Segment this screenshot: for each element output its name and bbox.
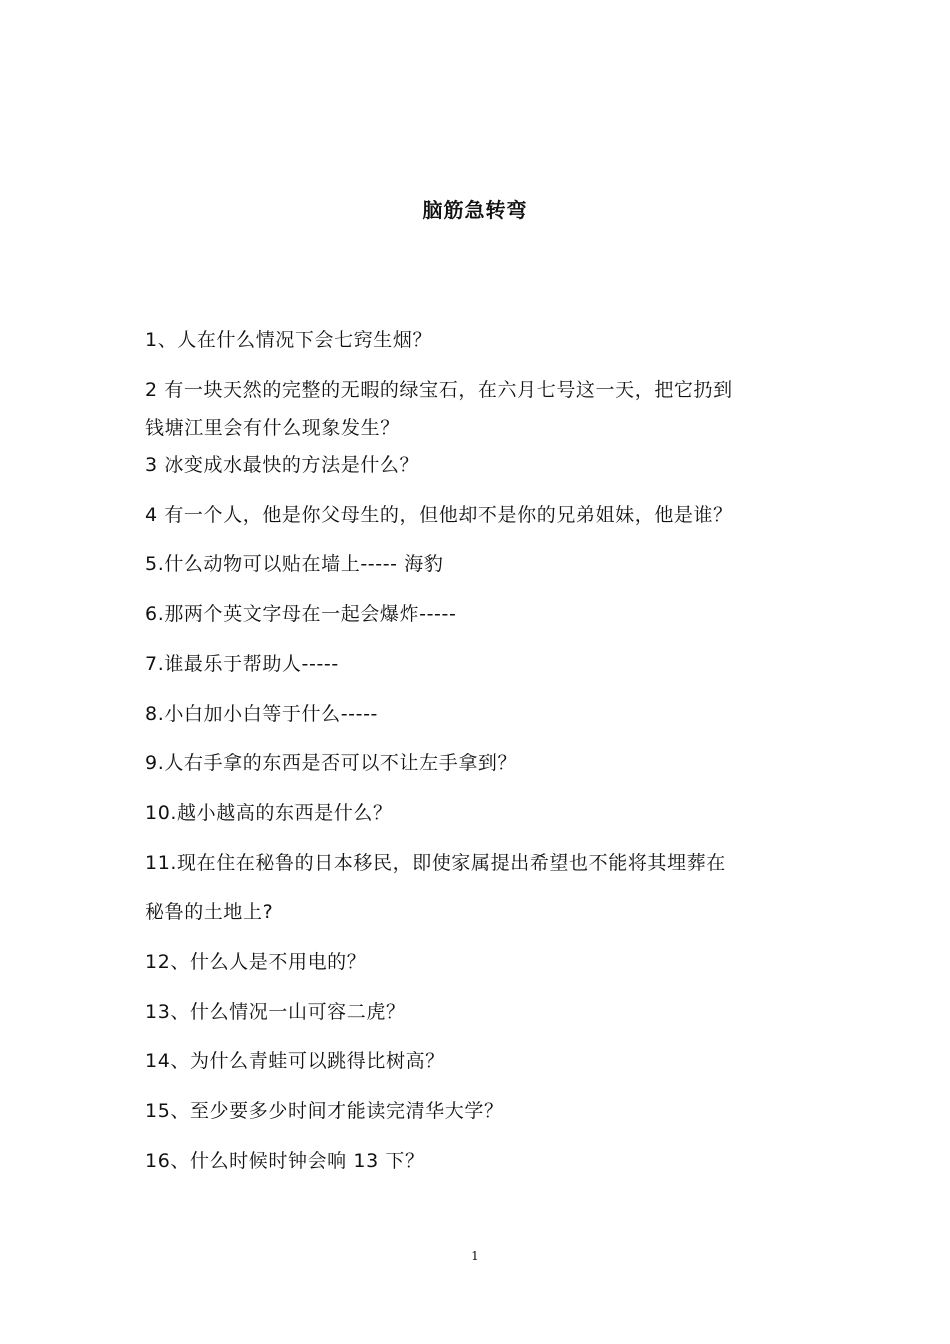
page-number: 1: [471, 1249, 479, 1263]
question-line: 3 冰变成水最快的方法是什么？: [145, 454, 420, 476]
question-line-continued: 秘鲁的土地上?: [145, 901, 274, 923]
question-line: 12、什么人是不用电的？: [145, 951, 367, 973]
question-line: 8.小白加小白等于什么-----: [145, 703, 379, 725]
document-title: 脑筋急转弯: [422, 198, 528, 222]
question-line: 16、什么时候时钟会响 13 下？: [145, 1150, 425, 1172]
question-line: 2 有一块天然的完整的无暇的绿宝石，在六月七号这一天，把它扔到: [145, 379, 733, 401]
question-line: 6.那两个英文字母在一起会爆炸-----: [145, 603, 457, 625]
question-line: 5.什么动物可以贴在墙上----- 海豹: [145, 553, 444, 575]
question-line: 14、为什么青蛙可以跳得比树高？: [145, 1050, 445, 1072]
question-line: 11.现在住在秘鲁的日本移民，即使家属提出希望也不能将其埋葬在: [145, 852, 726, 874]
question-line: 9.人右手拿的东西是否可以不让左手拿到？: [145, 752, 518, 774]
question-line: 10.越小越高的东西是什么？: [145, 802, 393, 824]
question-line: 4 有一个人，他是你父母生的，但他却不是你的兄弟姐妹，他是谁？: [145, 504, 733, 526]
question-line: 13、什么情况一山可容二虎？: [145, 1001, 406, 1023]
question-line: 7.谁最乐于帮助人-----: [145, 653, 339, 675]
question-line: 1、人在什么情况下会七窍生烟？: [145, 329, 433, 351]
question-line-continued: 钱塘江里会有什么现象发生？: [145, 417, 400, 439]
question-line: 15、至少要多少时间才能读完清华大学？: [145, 1100, 504, 1122]
